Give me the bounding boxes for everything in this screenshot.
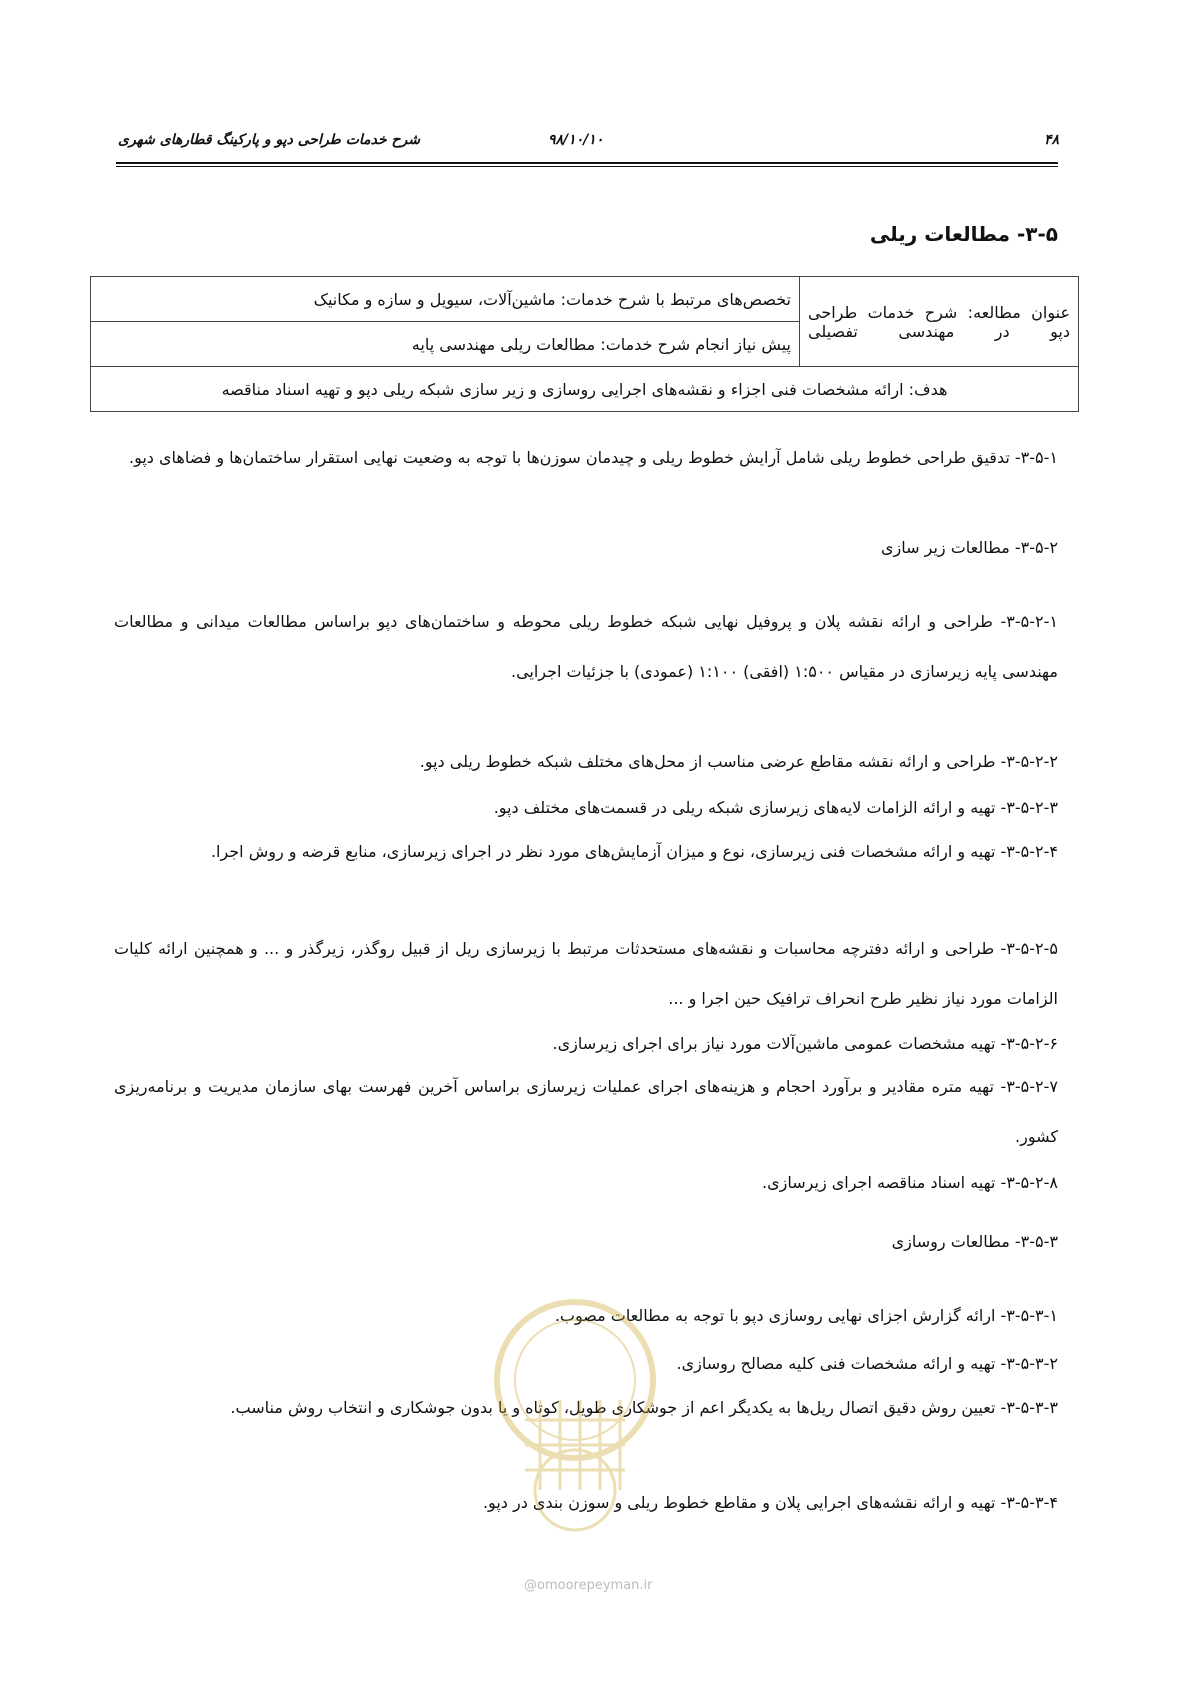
item-3-5-2-2: ۳-۵-۲-۲- طراحی و ارائه نقشه مقاطع عرضی مناسب از محل‌های مختلف شبکه خطوط ریلی دپو.	[419, 752, 1058, 771]
specialties-text: تخصص‌های مرتبط با شرح خدمات: ماشین‌آلات، سیویل و سازه و مکانیک	[313, 289, 791, 309]
header-title: شرح خدمات طراحی دپو و پارکینگ قطارهای شهری	[118, 132, 421, 148]
prerequisite-cell	[91, 322, 800, 367]
item-3-5-2-4: ۳-۵-۲-۴- تهیه و ارائه مشخصات فنی زیرسازی، نوع و میزان آزمایش‌های مورد نظر در اجرای زیرسازی، منابع قرضه و روش اجرا.	[210, 842, 1058, 861]
study-title-text: عنوان مطالعه: شرح خدمات طراحی دپو در مهندسی تفصیلی	[808, 302, 1070, 341]
prerequisite-text: پیش نیاز انجام شرح خدمات: مطالعات ریلی مهندسی پایه	[411, 334, 791, 354]
item-3-5-2-1: ۳-۵-۲-۱- طراحی و ارائه نقشه پلان و پروفیل نهایی شبکه خطوط ریلی محوطه و ساختمان‌های دپو براساس مطالعات میدانی و مطالعات مهندسی پایه زیرسازی در مقیاس ۱:۵۰۰ (افقی) ۱:۱۰۰ (عمودی) با جزئیات اجرایی.	[114, 612, 1058, 681]
study-info-table	[90, 276, 1079, 412]
header-date: ۹۸/۱۰/۱۰	[548, 132, 604, 148]
item-3-5-2-6: ۳-۵-۲-۶- تهیه مشخصات عمومی ماشین‌آلات مورد نیاز برای اجرای زیرسازی.	[552, 1034, 1058, 1053]
item-3-5-3-3: ۳-۵-۳-۳- تعیین روش دقیق اتصال ریل‌ها به یکدیگر اعم از جوشکاری طویل، کوتاه و یا بدون جوشکاری و انتخاب روش مناسب.	[230, 1398, 1058, 1417]
watermark-logo-icon	[455, 1270, 695, 1560]
item-3-5-2-3: ۳-۵-۲-۳- تهیه و ارائه الزامات لایه‌های زیرسازی شبکه ریلی در قسمت‌های مختلف دپو.	[493, 798, 1058, 817]
item-3-5-1: ۳-۵-۱- تدقیق طراحی خطوط ریلی شامل آرایش خطوط ریلی و چیدمان سوزن‌ها با توجه به وضعیت نهایی استقرار ساختمان‌ها و فضاهای دپو.	[129, 448, 1058, 467]
goal-text: هدف: ارائه مشخصات فنی اجزاء و نقشه‌های اجرایی روسازی و زیر سازی شبکه ریلی دپو و تهیه اسناد مناقصه	[221, 379, 948, 399]
goal-cell	[91, 367, 1079, 412]
heading-3-5-2: ۳-۵-۲- مطالعات زیر سازی	[881, 538, 1058, 557]
item-3-5-2-8: ۳-۵-۲-۸- تهیه اسناد مناقصه اجرای زیرسازی.	[762, 1173, 1058, 1192]
item-3-5-2-5: ۳-۵-۲-۵- طراحی و ارائه دفترچه محاسبات و نقشه‌های مستحدثات مرتبط با زیرسازی ریل از قبیل روگذر، زیرگذر و ... و همچنین ارائه کلیات الزامات مورد نیاز نظیر طرح انحراف ترافیک حین اجرا و ...	[114, 939, 1058, 1008]
item-3-5-3-4: ۳-۵-۳-۴- تهیه و ارائه نقشه‌های اجرایی پلان و مقاطع خطوط ریلی و سوزن بندی در دپو.	[482, 1493, 1058, 1512]
item-3-5-2-7: ۳-۵-۲-۷- تهیه متره مقادیر و برآورد احجام و هزینه‌های اجرای عملیات زیرسازی براساس آخرین فهرست بهای سازمان مدیریت و برنامه‌ریزی کشور.	[114, 1077, 1058, 1146]
header-rule	[116, 162, 1058, 164]
page-number: ۴۸	[1043, 132, 1059, 148]
section-title: ۳-۵- مطالعات ریلی	[869, 222, 1058, 246]
item-3-5-3-2: ۳-۵-۳-۲- تهیه و ارائه مشخصات فنی کلیه مصالح روسازی.	[676, 1354, 1058, 1373]
header-rule-thin	[116, 166, 1058, 167]
watermark-text: @omoorepeyman.ir	[524, 1578, 653, 1593]
heading-3-5-3: ۳-۵-۳- مطالعات روسازی	[891, 1232, 1058, 1251]
item-3-5-3-1: ۳-۵-۳-۱- ارائه گزارش اجزای نهایی روسازی دپو با توجه به مطالعات مصوب.	[554, 1306, 1058, 1325]
study-title-cell	[800, 277, 1079, 367]
specialties-cell	[91, 277, 800, 322]
